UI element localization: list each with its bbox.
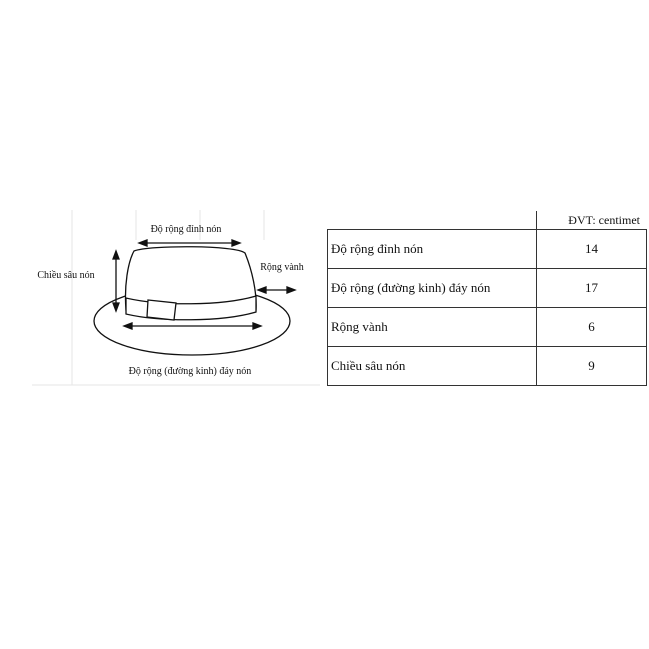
unit-row-blank (328, 212, 537, 230)
hat-band-bow (147, 300, 176, 320)
table-row (328, 269, 647, 308)
row-name: Rộng vành (328, 308, 537, 347)
table-row (328, 230, 647, 269)
row-name: Độ rộng (đường kinh) đáy nón (328, 269, 537, 308)
row-value: 17 (537, 269, 647, 308)
row-value: 14 (537, 230, 647, 269)
brim-width-label: Rộng vành (260, 262, 304, 273)
hat-diagram (0, 0, 320, 400)
size-table (327, 211, 647, 386)
row-name: Độ rộng đỉnh nón (328, 230, 537, 269)
depth-label: Chiều sâu nón (37, 270, 95, 281)
row-value: 9 (537, 347, 647, 386)
unit-row (328, 212, 647, 230)
brim-width-arrow (258, 287, 295, 293)
row-value: 6 (537, 308, 647, 347)
base-width-label: Độ rộng (đường kinh) đáy nón (128, 366, 252, 377)
table-row (328, 308, 647, 347)
crown-width-arrow (139, 240, 240, 246)
table-row (328, 347, 647, 386)
crown-width-label: Độ rộng đỉnh nón (150, 224, 222, 235)
unit-label: ĐVT: centimet (537, 212, 647, 230)
row-name: Chiều sâu nón (328, 347, 537, 386)
